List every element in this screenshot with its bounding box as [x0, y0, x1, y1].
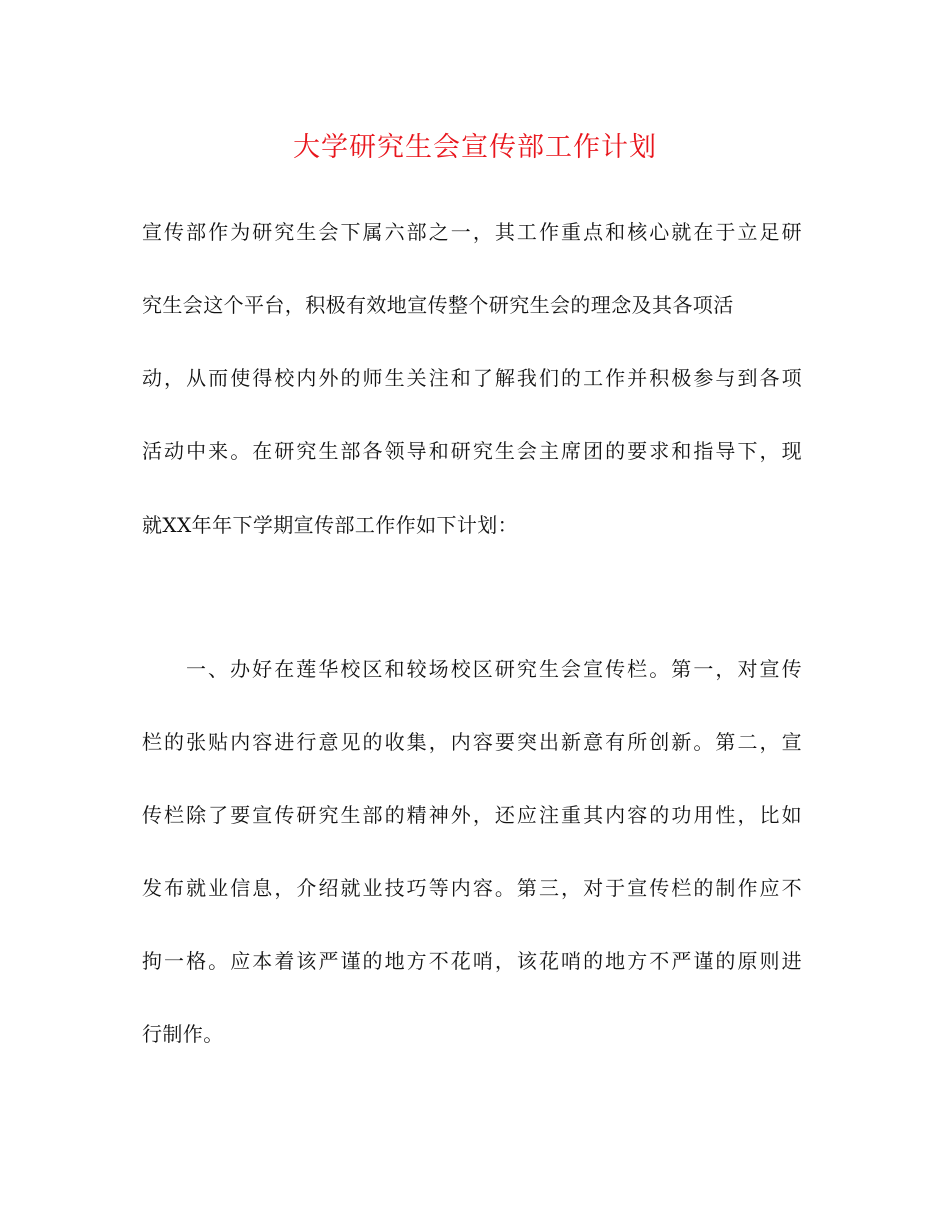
paragraph-2-line-5: 拘一格。应本着该严谨的地方不花哨，该花哨的地方不严谨的原则进	[142, 949, 802, 973]
paragraph-1-line-3: 动，从而使得校内外的师生关注和了解我们的工作并积极参与到各项	[142, 366, 802, 390]
paragraph-2-line-6: 行制作。	[142, 1022, 224, 1046]
paragraph-2-line-4: 发布就业信息，介绍就业技巧等内容。第三，对于宣传栏的制作应不	[142, 876, 802, 900]
paragraph-1-line-1: 宣传部作为研究生会下属六部之一，其工作重点和核心就在于立足研	[142, 220, 802, 244]
paragraph-1-line-2: 究生会这个平台，积极有效地宣传整个研究生会的理念及其各项活	[142, 293, 734, 317]
paragraph-2-line-1: 一、办好在莲华校区和较场校区研究生会宣传栏。第一，对宣传	[186, 657, 802, 681]
paragraph-1-line-4: 活动中来。在研究生部各领导和研究生会主席团的要求和指导下，现	[142, 439, 802, 463]
paragraph-2-line-3: 传栏除了要宣传研究生部的精神外，还应注重其内容的功用性，比如	[142, 803, 802, 827]
paragraph-1-line-5: 就XX年年下学期宣传部工作作如下计划：	[142, 513, 519, 537]
paragraph-2-line-2: 栏的张贴内容进行意见的收集，内容要突出新意有所创新。第二，宣	[142, 730, 802, 754]
document-title: 大学研究生会宣传部工作计划	[293, 132, 657, 163]
